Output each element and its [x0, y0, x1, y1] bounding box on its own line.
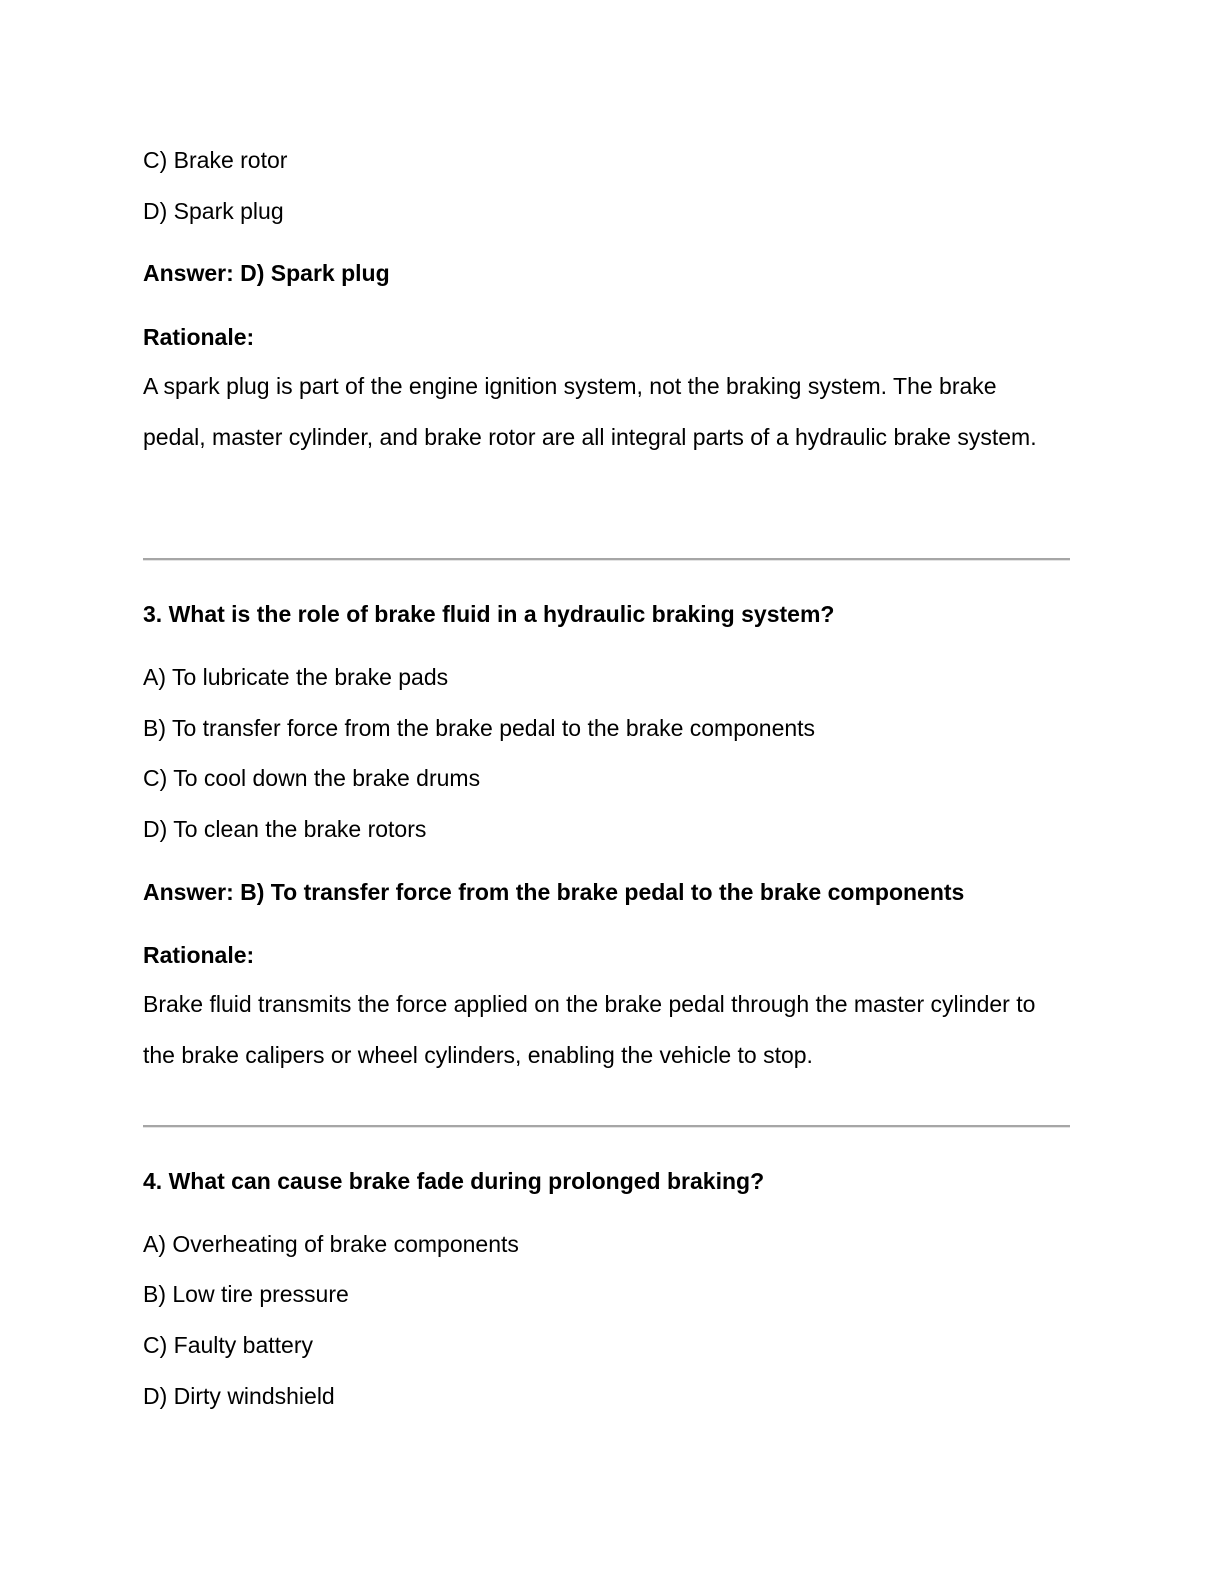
q3-answer: Answer: B) To transfer force from the brake pedal to the brake components: [143, 879, 965, 905]
q4-option-d: D) Dirty windshield: [143, 1383, 335, 1409]
q4-question: 4. What can cause brake fade during prolonged braking?: [143, 1168, 765, 1194]
q2-answer: Answer: D) Spark plug: [143, 260, 390, 286]
q3-option-a: A) To lubricate the brake pads: [143, 664, 449, 690]
q3-rationale-label: Rationale:: [143, 942, 255, 968]
q4-option-b: B) Low tire pressure: [143, 1281, 349, 1307]
q3-option-b: B) To transfer force from the brake pedal to the brake components: [143, 715, 816, 741]
q3-option-c: C) To cool down the brake drums: [143, 765, 481, 791]
q3-rationale-text: Brake fluid transmits the force applied on the brake pedal through the master cylinder to the brake calipers or wheel cylinders, enabling the vehicle to stop.: [143, 991, 1036, 1068]
section-divider: [143, 1125, 1070, 1128]
q2-rationale-text: A spark plug is part of the engine ignition system, not the braking system. The brake pedal, master cylinder, and brake rotor are all integral parts of a hydraulic brake system.: [143, 373, 1037, 450]
q3-option-d: D) To clean the brake rotors: [143, 816, 427, 842]
q4-option-a: A) Overheating of brake components: [143, 1231, 519, 1257]
section-divider: [143, 558, 1070, 561]
q2-rationale-label: Rationale:: [143, 324, 255, 350]
q3-question: 3. What is the role of brake fluid in a hydraulic braking system?: [143, 601, 835, 627]
q2-option-d: D) Spark plug: [143, 198, 284, 224]
q2-option-c: C) Brake rotor: [143, 147, 288, 173]
q4-option-c: C) Faulty battery: [143, 1332, 313, 1358]
